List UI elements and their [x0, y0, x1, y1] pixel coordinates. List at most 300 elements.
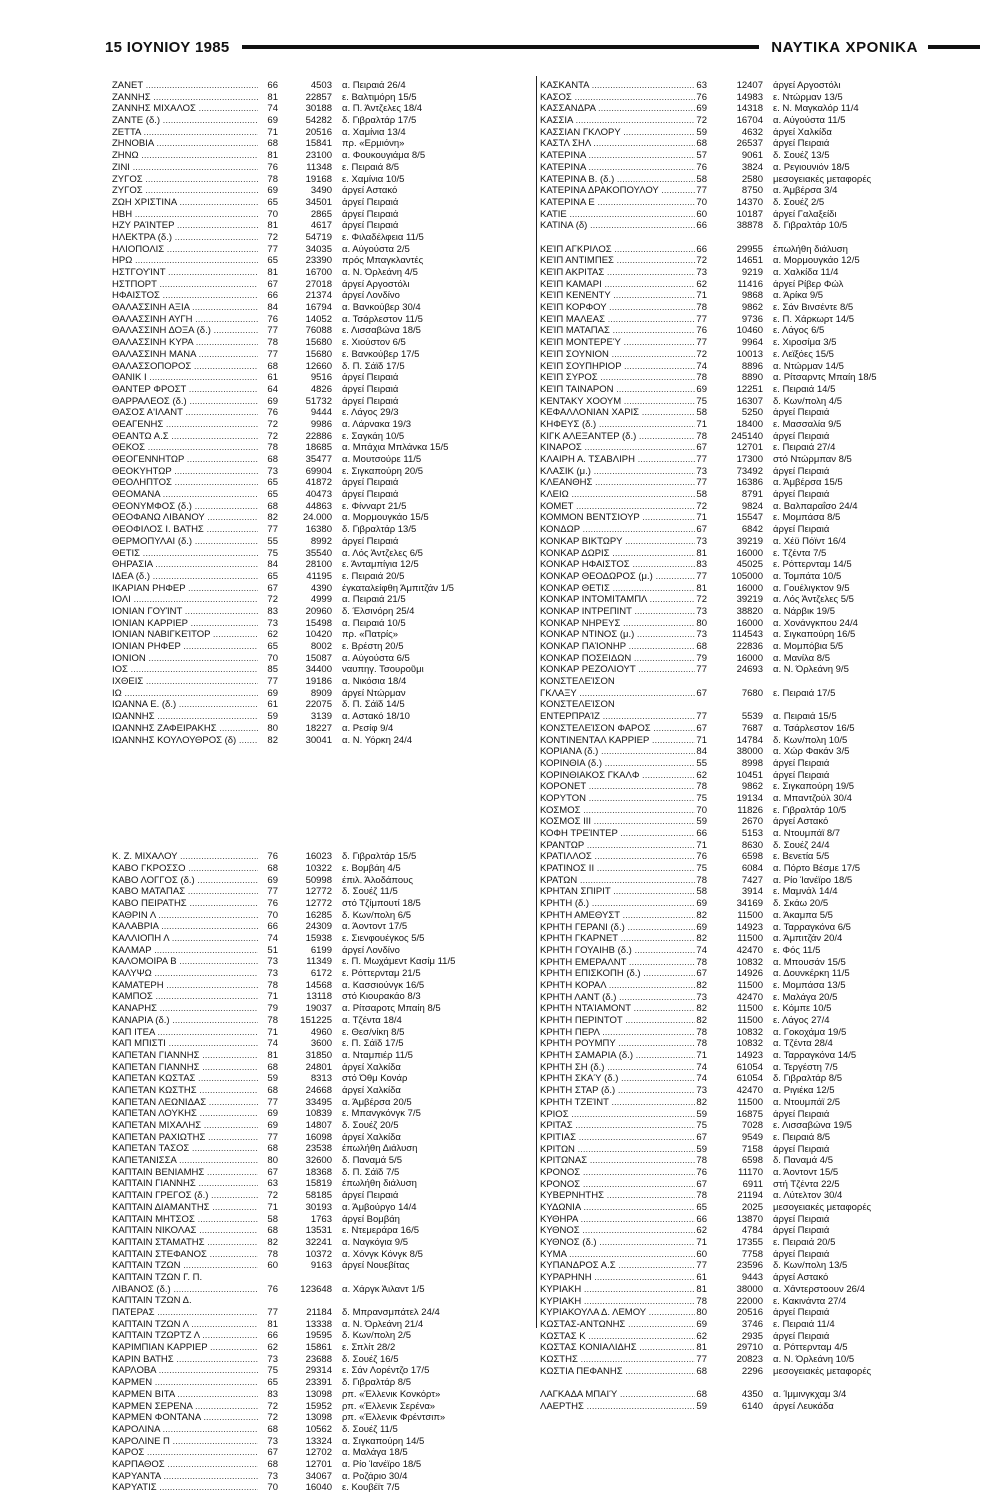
- ship-row: [540, 536, 985, 548]
- tonnage: 69904: [305, 465, 332, 477]
- build-year: 73: [267, 956, 278, 968]
- tonnage: 9736: [741, 313, 763, 325]
- ship-row: [112, 1050, 530, 1062]
- build-year: 78: [267, 1248, 278, 1260]
- tonnage: 34067: [305, 1470, 332, 1482]
- tonnage: 32241: [305, 1236, 332, 1248]
- ship-row: [540, 688, 985, 700]
- ship-row: [540, 115, 985, 127]
- build-year: 72: [267, 418, 278, 430]
- ship-name: ΚΑΛΑΒΡΙΑ .....: [112, 921, 258, 933]
- build-year: 59: [696, 126, 707, 138]
- ship-row: [540, 454, 985, 466]
- position-status: α. Πειραιά 21/5: [342, 594, 406, 606]
- ship-row: [112, 337, 530, 349]
- position-status: ε. Μαλάγα 20/5: [773, 991, 838, 1003]
- ship-row: [540, 711, 985, 723]
- position-status: α. Χάργκ Άιλαντ 1/5: [342, 1283, 425, 1295]
- position-status: δ. Γιβραλτάρ 15/5: [342, 851, 417, 863]
- tonnage: 11500: [737, 909, 763, 921]
- position-status: δ. Έλσινόρη 25/4: [342, 605, 415, 617]
- build-year: 76: [696, 851, 707, 863]
- ship-name: ΘΑΛΑΣΣΙΝΗ ΔΟΞΑ (δ.) .....: [112, 325, 258, 337]
- build-year: 72: [267, 430, 278, 442]
- tonnage: 17300: [736, 454, 763, 465]
- build-year: 66: [267, 80, 278, 91]
- ship-name: ΚΕΊΠ ΚΟΡΦΟΥ .....: [540, 302, 695, 314]
- build-year: 71: [267, 1026, 278, 1038]
- ship-name: ΚΡΗΤΗ ΣΚΑΎ (δ.) .....: [540, 1073, 695, 1085]
- ship-name: ΛΙΒΑΝΟΣ (δ.) .....: [112, 1284, 258, 1296]
- ship-row: [112, 1471, 530, 1483]
- build-year: 84: [267, 559, 278, 571]
- position-status: α. Μπουσάν 15/5: [773, 956, 846, 968]
- position-status: δ. Γιβραλτάρ 8/5: [342, 1377, 411, 1389]
- position-status: άργεί Πειραιά: [342, 383, 399, 395]
- build-year: 81: [267, 220, 278, 232]
- ship-name: ΖΑΝΤΕ (δ.) .....: [112, 115, 258, 127]
- position-status: α. Μουτσούρε 11/5: [342, 454, 422, 465]
- ship-name: ΚΟΡΥΤΟΝ .....: [540, 793, 695, 805]
- ship-name: ΚΡΗΤΑΝ ΣΠΙΡΙΤ .....: [540, 886, 695, 898]
- position-status: άργεί Λονδίνο: [342, 944, 400, 956]
- ship-name: ΙΧΘΕΙΣ .....: [112, 676, 258, 688]
- position-status: α. Αύγούστα 2/5: [342, 243, 410, 255]
- position-status: ε. Μομπάσα 13/5: [773, 979, 846, 991]
- right-ship-list: [540, 80, 985, 1412]
- tonnage: 151225: [300, 1014, 332, 1026]
- ship-name: ΚΟΝΣΤΕΛΕΊΣΟΝ: [540, 676, 615, 688]
- position-status: α. Σιγκαπούρη 14/5: [342, 1435, 425, 1447]
- ship-row: [112, 80, 530, 92]
- ship-name: ΚΑΠΤΑΙΝ ΔΙΑΜΑΝΤΗΣ .....: [112, 1202, 258, 1214]
- ship-name: ΚΑΠ ΙΤΕΑ .....: [112, 1027, 258, 1039]
- ship-row: [112, 1003, 530, 1015]
- ship-row: [112, 1085, 530, 1097]
- ship-row: [112, 185, 530, 197]
- issue-date: 15 ΙΟΥΝΙΟΥ 1985: [105, 38, 230, 56]
- tonnage: 23100: [305, 150, 332, 162]
- ship-row: [112, 886, 530, 898]
- ship-name: ΚΛΕΑΝΘΗΣ .....: [540, 477, 695, 489]
- build-year: 77: [696, 337, 707, 349]
- ship-name: ΘΑΛΑΣΣΙΝΗ ΜΑΝΑ .....: [112, 349, 258, 361]
- ship-name: ΚΑΤΕΡΙΝΑ Ε .....: [540, 197, 695, 209]
- ship-row: [112, 1155, 530, 1167]
- position-status: α. Ρίο Ίανέϊρο 18/5: [342, 1458, 422, 1470]
- build-year: 67: [267, 1447, 278, 1459]
- ship-row: [112, 150, 530, 162]
- left-ship-list: [112, 80, 530, 1494]
- ship-row: [112, 1260, 530, 1272]
- ship-row: [540, 138, 985, 150]
- build-year: 77: [696, 1353, 707, 1365]
- position-status: ε. Φίνναρτ 21/5: [342, 500, 407, 512]
- ship-name: Κ. Ζ. ΜΙΧΑΛΟΥ .....: [112, 851, 258, 863]
- build-year: 79: [696, 652, 707, 664]
- ship-name: ΚΑΣΚΑΝΤΑ .....: [540, 80, 695, 92]
- position-status: α. Ρίο Ίανέϊρο 18/5: [773, 874, 853, 886]
- position-status: άργεί Πειραιά: [773, 1143, 830, 1155]
- ship-row: [112, 138, 530, 150]
- position-status: δ. Σουέζ 11/5: [342, 1423, 398, 1435]
- build-year: 75: [696, 792, 707, 804]
- ship-name: ΚΕΊΠ ΣΟΥΠΗΡΙΟΡ .....: [540, 361, 695, 373]
- ship-name: ΚΛΑΣΙΚ (μ.) .....: [540, 466, 695, 478]
- ship-name: ΚΟΝΚΑΡ ΠΟΣΕΙΔΩΝ .....: [540, 653, 695, 665]
- position-status: άργεί Χαλκίδα: [773, 126, 832, 138]
- ship-row: [112, 1225, 530, 1237]
- ship-row: [540, 1307, 985, 1319]
- tonnage: 1763: [310, 1213, 332, 1225]
- build-year: 58: [696, 489, 707, 501]
- ship-name: ΖΥΓΟΣ .....: [112, 174, 258, 186]
- build-year: 66: [267, 290, 278, 302]
- build-year: 76: [696, 161, 707, 173]
- ship-name: ΚΑΤΕΡΙΝΑ ΔΡΑΚΟΠΟΥΛΟΥ .....: [540, 185, 695, 197]
- build-year: 75: [696, 1120, 707, 1132]
- ship-row: [112, 723, 530, 735]
- tonnage: 28100: [305, 559, 332, 571]
- position-status: άργεί Λονδίνο: [342, 290, 400, 302]
- ship-name: ΚΑΠΤΑΙΝ ΤΖΩΡΤΖ Λ .....: [112, 1330, 258, 1342]
- ship-name: ΚΑΡΜΕΝ ΦΟΝΤΑΝΑ .....: [112, 1412, 258, 1424]
- build-year: 78: [696, 430, 707, 442]
- tonnage: 10420: [305, 629, 332, 641]
- ship-name: ΚΟΝΚΑΡ ΙΝΤΡΕΠΙΝΤ .....: [540, 606, 695, 618]
- position-status: ε. Σιγκαπούρη 19/5: [773, 781, 855, 793]
- build-year: 81: [696, 1342, 707, 1354]
- ship-row: [540, 1015, 985, 1027]
- ship-row: [540, 1003, 985, 1015]
- build-year: 70: [696, 804, 707, 816]
- build-year: 83: [696, 559, 707, 571]
- build-year: 64: [267, 383, 278, 395]
- ship-name: ΚΟΡΙΝΘΙΑΚΟΣ ΓΚΑΛΦ .....: [540, 770, 695, 782]
- tonnage: 15680: [305, 337, 332, 349]
- tonnage: 76088: [305, 325, 332, 337]
- position-status: στό Κιουρακάο 8/3: [342, 991, 421, 1003]
- publication-title: ΝΑΥΤΙΚΑ ΧΡΟΝΙΚΑ: [771, 38, 918, 56]
- ship-name: ΚΡΑΝΤΩΡ .....: [540, 840, 695, 852]
- tonnage: 9824: [741, 500, 763, 512]
- position-status: δ. Σουέζ 16/5: [342, 1353, 399, 1365]
- ship-name: ΚΟΝΚΑΡ ΘΕΤΙΣ .....: [540, 583, 695, 595]
- ship-row: [112, 676, 530, 688]
- build-year: 62: [696, 1330, 707, 1342]
- build-year: 80: [696, 1307, 707, 1319]
- ship-row: [112, 1459, 530, 1471]
- ship-name: ΚΟΝΤΙΝΕΝΤΑΛ ΚΑΡΡΙΕΡ .....: [540, 735, 695, 747]
- tonnage: 30041: [305, 734, 332, 746]
- ship-row: [540, 1366, 985, 1378]
- position-status: α. Αύγούστα 6/5: [342, 652, 410, 664]
- tonnage: 12772: [305, 897, 332, 909]
- position-status: άργεί Βομβάη: [342, 1213, 400, 1225]
- build-year: 76: [696, 91, 707, 103]
- build-year: 77: [696, 313, 707, 325]
- tonnage: 18685: [305, 442, 332, 454]
- ship-name: ΘΕΤΙΣ .....: [112, 548, 258, 560]
- ship-row: [540, 653, 985, 665]
- position-status: δ. Κων/πολη 13/5: [773, 1260, 848, 1272]
- position-status: α. Φουκουγιάμα 8/5: [342, 150, 426, 162]
- build-year: 83: [267, 605, 278, 617]
- build-year: 67: [696, 968, 707, 980]
- ship-row: [112, 945, 530, 957]
- ship-name: ΚΑΛΟΜΟΙΡΑ Β .....: [112, 956, 258, 968]
- position-status: α. Άμβέρσα 20/5: [342, 1096, 412, 1108]
- ship-name: ΚΡΗΤΗ ΝΤΑΊΑΜΟΝΤ .....: [540, 1003, 695, 1015]
- ship-name: ΙΩΑΝΝΗΣ ΖΑΦΕΙΡΑΚΗΣ .....: [112, 723, 258, 735]
- tonnage: 10839: [305, 1108, 332, 1120]
- ship-row: [112, 103, 530, 115]
- ship-name: ΚΟΡΙΑΝΑ (δ.) .....: [540, 746, 695, 758]
- tonnage: 9061: [741, 150, 763, 162]
- tonnage: 13870: [736, 1213, 763, 1225]
- position-status: δ. Κων/πολη 6/5: [342, 909, 411, 921]
- ship-name: ΚΟΡΙΝΘΙΑ (δ.) .....: [540, 758, 695, 770]
- ship-name: ΚΑΜΠΟΣ .....: [112, 991, 258, 1003]
- tonnage: 18227: [305, 722, 332, 734]
- ship-name: ΚΑΛΥΨΩ .....: [112, 968, 258, 980]
- build-year: 78: [267, 979, 278, 991]
- position-status: ε. Βρέστη 20/5: [342, 641, 404, 652]
- tonnage: 7680: [741, 687, 763, 699]
- build-year: 81: [696, 547, 707, 559]
- build-year: 78: [267, 173, 278, 185]
- position-status: άργεί Ρίβερ Φώλ: [773, 278, 844, 290]
- tonnage: 18368: [305, 1166, 332, 1178]
- position-status: α. Λύτελτον 30/4: [773, 1190, 843, 1202]
- ship-name: ΚΑΡΟΛΙΝΕ Π .....: [112, 1436, 258, 1448]
- build-year: 72: [267, 1400, 278, 1412]
- ship-row: [112, 1365, 530, 1377]
- tonnage: 14923: [736, 921, 763, 933]
- ship-name: ΚΥΒΕΡΝΗΤΗΣ .....: [540, 1190, 695, 1202]
- ship-row: [112, 1319, 530, 1331]
- ship-row: [112, 875, 530, 887]
- ship-name: ΚΥΘΝΟΣ (δ.) .....: [540, 1237, 695, 1249]
- build-year: 80: [696, 617, 707, 629]
- position-status: στή Τζέντα 22/5: [773, 1178, 840, 1190]
- ship-row: [112, 174, 530, 186]
- ship-name: ΚΩΣΤΗΣ .....: [540, 1354, 695, 1366]
- ship-row: [112, 396, 530, 408]
- build-year: 57: [696, 150, 707, 162]
- build-year: 69: [696, 921, 707, 933]
- build-year: 75: [267, 1365, 278, 1377]
- tonnage: 7427: [741, 874, 763, 886]
- tonnage: 11170: [737, 1166, 763, 1178]
- position-status: α. Ριγιέκα 12/5: [773, 1085, 835, 1097]
- position-status: α. Χέϋ Πόϊντ 16/4: [773, 535, 847, 547]
- tonnage: 19168: [305, 173, 332, 185]
- tonnage: 31850: [305, 1049, 332, 1061]
- section-gap: [112, 746, 530, 851]
- tonnage: 16794: [305, 302, 332, 314]
- ship-row: [112, 232, 530, 244]
- ship-name: ΚΡΙΤΑΣ .....: [540, 1120, 695, 1132]
- tonnage: 4503: [310, 80, 332, 91]
- position-status: α. Ταρραγκόνα 14/5: [773, 1050, 857, 1062]
- tonnage: 50998: [305, 874, 332, 886]
- position-status: ε. Πειραιά 17/5: [773, 687, 836, 699]
- position-status: ε. Κουβέϊτ 7/5: [342, 1482, 400, 1494]
- ship-row: [540, 1190, 985, 1202]
- tonnage: 9443: [741, 1272, 763, 1284]
- build-year: 82: [696, 979, 707, 991]
- tonnage: 22836: [736, 641, 763, 652]
- tonnage: 9516: [310, 372, 332, 384]
- ship-name: ΙΩ .....: [112, 688, 258, 700]
- ship-name: ΙΚΑΡΙΑΝ ΡΗΦΕΡ .....: [112, 583, 258, 595]
- ship-name: ΚΡΗΤΗ ΚΟΡΑΛ .....: [540, 980, 695, 992]
- ship-name: ΚΑΘΡΙΝ Λ .....: [112, 910, 258, 922]
- build-year: 78: [696, 956, 707, 968]
- tonnage: 24309: [305, 921, 332, 933]
- ship-name: ΚΡΑΤΙΝΟΣ ΙΙ .....: [540, 863, 695, 875]
- position-status: α. Χαλκίδα 11/4: [773, 267, 839, 278]
- ship-name: ΚΡΙΤΩΝΑΣ .....: [540, 1155, 695, 1167]
- ship-row: [112, 209, 530, 221]
- position-status: α. Τζέντα 18/4: [342, 1014, 402, 1026]
- ship-row: [112, 1108, 530, 1120]
- tonnage: 11349: [306, 956, 332, 968]
- build-year: 75: [696, 395, 707, 407]
- ship-row: [540, 735, 985, 747]
- ship-row: [540, 372, 985, 384]
- ship-name: ΚΑΠΤΑΙΝ ΤΖΩΝ Δ.: [112, 1295, 192, 1307]
- ship-name: ΚΡΗΤΗ ΛΑΝΤ (δ.) .....: [540, 992, 695, 1004]
- ship-name: ΚΡΗΤΗ ΓΚΑΡΝΕΤ .....: [540, 933, 695, 945]
- position-status: άργεί Γαλαξείδι: [773, 208, 837, 220]
- ship-name: ΘΕΑΓΕΝΗΣ .....: [112, 419, 258, 431]
- ship-name: ΚΑΠΕΤΑΝ ΤΑΣΟΣ .....: [112, 1143, 258, 1155]
- position-status: άργεί Πειραιά: [773, 1248, 830, 1260]
- tonnage: 45025: [736, 559, 763, 571]
- position-status: ε. Ν. Μαγκαλόρ 11/4: [773, 103, 859, 115]
- tonnage: 4784: [741, 1225, 763, 1237]
- ship-name: ΚΡΗΤΗ ΠΕΡΛ .....: [540, 1027, 695, 1039]
- ship-row: [112, 361, 530, 373]
- ship-name: ΚΟΜΕΤ .....: [540, 501, 695, 513]
- ship-row: [112, 92, 530, 104]
- position-status: α. Τζέντα 28/4: [773, 1038, 833, 1050]
- tonnage: 12702: [305, 1447, 332, 1459]
- position-status: μεσογειακές μεταφορές: [773, 1202, 872, 1213]
- position-status: δ. Κων/πολη 10/5: [773, 734, 848, 746]
- build-year: 71: [696, 839, 707, 851]
- build-year: 55: [267, 535, 278, 547]
- ship-row: [540, 1342, 985, 1354]
- tonnage: 10832: [736, 1026, 763, 1038]
- ship-row: [540, 302, 985, 314]
- ship-row: [112, 559, 530, 571]
- build-year: 78: [696, 1190, 707, 1202]
- ship-row: [540, 1097, 985, 1109]
- ship-name: ΘΑΣΟΣ Α'ΙΛΑΝΤ .....: [112, 407, 258, 419]
- ship-name: ΚΑΒΟ ΓΚΡΟΣΣΟ .....: [112, 863, 258, 875]
- tonnage: 19186: [305, 676, 332, 688]
- ship-name: ΚΟΝΚΑΡ ΡΕΖΟΛΙΟΥΤ .....: [540, 664, 695, 676]
- tonnage: 23390: [305, 255, 332, 267]
- position-status: ρπ. «Έλλενικ Φρέντσιπ»: [342, 1412, 446, 1424]
- build-year: 78: [696, 1038, 707, 1050]
- ship-row: [112, 454, 530, 466]
- build-year: 68: [267, 862, 278, 874]
- tonnage: 23538: [305, 1143, 332, 1155]
- ship-row: [540, 185, 985, 197]
- ship-row: [540, 255, 985, 267]
- ship-row: [112, 548, 530, 560]
- build-year: 69: [267, 395, 278, 407]
- ship-name: ΚΑΠΕΤΑΝ ΛΕΩΝΙΔΑΣ .....: [112, 1097, 258, 1109]
- build-year: 59: [696, 1143, 707, 1155]
- ship-row: [112, 1073, 530, 1085]
- ship-row: [540, 746, 985, 758]
- build-year: 77: [267, 524, 278, 536]
- tonnage: 8992: [310, 535, 332, 547]
- ship-name: ΚΕΊΠ ΜΑΤΑΠΑΣ .....: [540, 325, 695, 337]
- tonnage: [707, 676, 763, 688]
- ship-name: ΚΑΠΕΤΑΝ ΛΟΥΚΗΣ .....: [112, 1108, 258, 1120]
- tonnage: 4617: [310, 220, 332, 232]
- ship-row: [540, 992, 985, 1004]
- ship-row: [112, 302, 530, 314]
- tonnage: 29710: [736, 1342, 763, 1354]
- position-status: α. Αστακό 18/10: [342, 711, 410, 723]
- tonnage: 17355: [736, 1237, 763, 1249]
- tonnage: 16380: [305, 524, 332, 536]
- ship-row: [112, 384, 530, 396]
- position-status: άργεί Πειραιά: [342, 208, 399, 220]
- tonnage: 44863: [305, 500, 332, 512]
- ship-row: [540, 1155, 985, 1167]
- build-year: 61: [267, 372, 278, 384]
- ship-name: ΚΥΜΑ .....: [540, 1249, 695, 1261]
- ship-row: [540, 1144, 985, 1156]
- ship-name: ΚΑΠΕΤΑΝ ΜΙΧΑΛΗΣ .....: [112, 1120, 258, 1132]
- position-status: α. Λός Άντζελες 5/5: [773, 594, 854, 606]
- ship-name: ΚΙΝΑΡΟΣ .....: [540, 442, 695, 454]
- ship-name: ΙΩΑΝΝΗΣ .....: [112, 711, 258, 723]
- build-year: 65: [267, 255, 278, 267]
- build-year: 82: [267, 512, 278, 524]
- ship-row: [540, 840, 985, 852]
- tonnage: 54719: [305, 231, 332, 243]
- ship-name: ΚΟΝΣΤΕΛΕΊΣΟΝ: [540, 699, 615, 711]
- position-status: α. Άμβέρσα 3/4: [773, 185, 838, 197]
- build-year: 55: [696, 757, 707, 769]
- build-year: 74: [696, 1073, 707, 1085]
- position-status: άργεί Πειραιά: [342, 1190, 399, 1202]
- position-status: ε. Πειραιά 20/5: [773, 1237, 836, 1249]
- position-status: α. Άμβέρσα 15/5: [773, 477, 843, 489]
- build-year: 71: [696, 418, 707, 430]
- ship-name: ΙΟΝΙΑΝ ΡΗΦΕΡ .....: [112, 641, 258, 653]
- position-status: α. Μπαντζούλ 30/4: [773, 792, 852, 804]
- tonnage: 5250: [741, 407, 763, 419]
- ship-row: [112, 968, 530, 980]
- build-year: 68: [267, 360, 278, 372]
- ship-name: ΚΡΗΤΗ ΤΖΕΊΝΤ .....: [540, 1097, 695, 1109]
- position-status: άργεί Πειραιά: [773, 769, 830, 781]
- tonnage: 23688: [305, 1353, 332, 1365]
- ship-name: ΚΑΤΕΡΙΝΑ .....: [540, 162, 695, 174]
- build-year: 65: [267, 1377, 278, 1389]
- build-year: 58: [696, 886, 707, 898]
